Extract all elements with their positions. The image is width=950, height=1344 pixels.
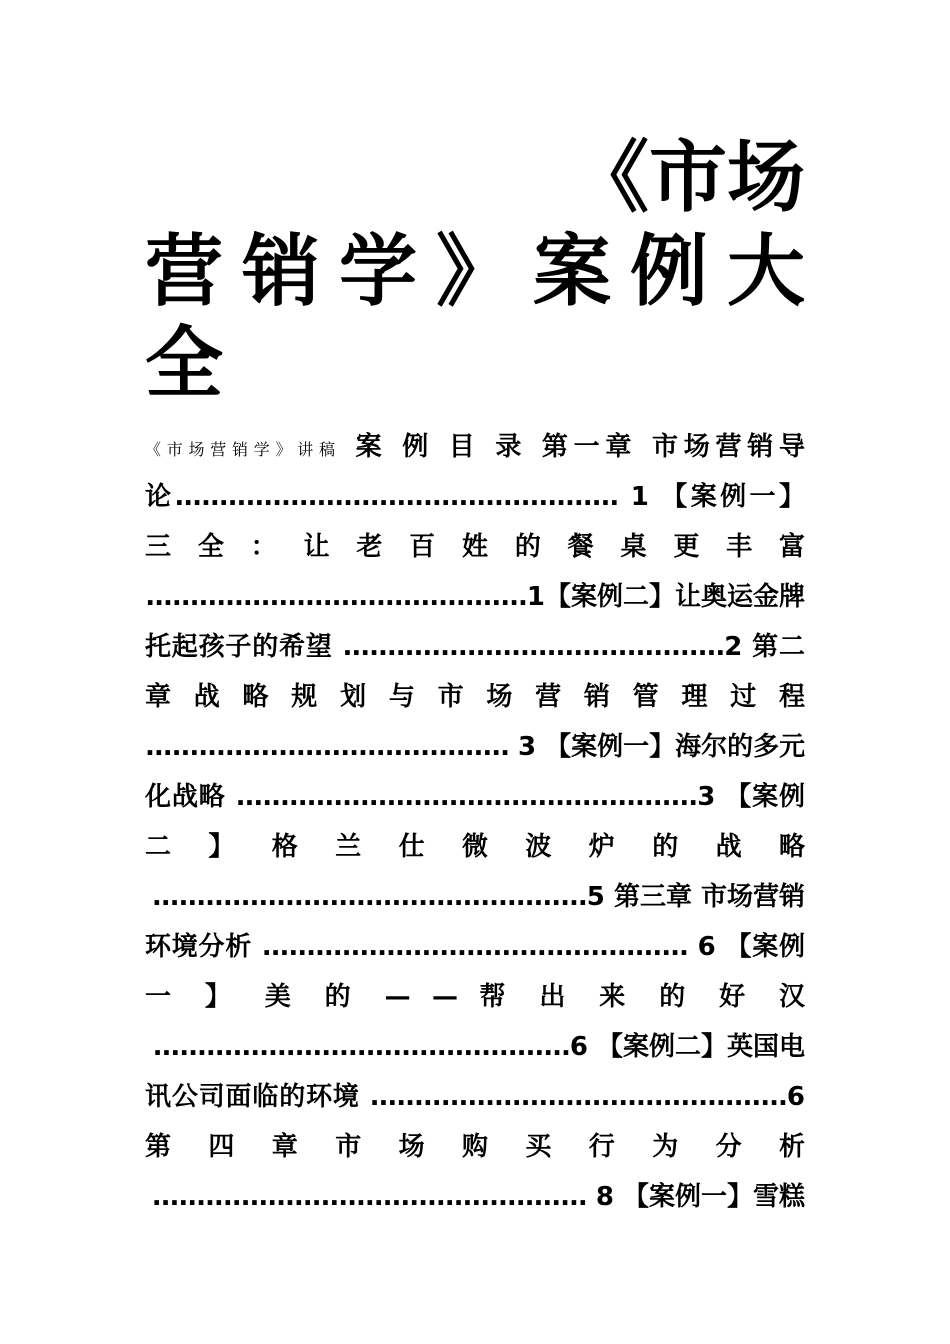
toc-entry-text: 3 【案例一】海尔的多元 [518, 732, 806, 762]
toc-entry-text: 3 【案例 [697, 782, 805, 812]
toc-entry-text: 5 第三章 市场营销 [586, 882, 805, 912]
toc-entry-text: 8 【案例一】雪糕 [595, 1182, 805, 1212]
toc-entry-text: 6 [786, 1082, 805, 1112]
document-title-line-3: 全 [145, 319, 224, 409]
toc-line-2 [145, 472, 805, 522]
toc-line-11 [145, 922, 805, 972]
toc-entry-text: 论 [145, 482, 175, 512]
toc-entry-text: 6 【案例二】英国电 [569, 1032, 805, 1062]
toc-leader-dots: ........................................... [145, 582, 527, 612]
toc-line-3: 三 全 ： 让 老 百 姓 的 餐 桌 更 丰 富 [145, 532, 805, 562]
toc-line-14 [145, 1072, 805, 1122]
toc-line-15: 第 四 章 市 场 购 买 行 为 分 析 [145, 1132, 805, 1162]
toc-line-8 [145, 772, 805, 822]
toc-entry-text: 6 【案例 [697, 932, 805, 962]
toc-line-13 [145, 1022, 805, 1072]
toc-entry-text: 1【案例二】让奥运金牌 [526, 582, 805, 612]
toc-entry-text: 托起孩子的希望 [145, 632, 333, 662]
toc-leader-dots: ......................................... [145, 732, 509, 762]
toc-line-6: 章 战 略 规 划 与 市 场 营 销 管 理 过 程 [145, 682, 805, 712]
toc-leader-dots: ............................................... [369, 1082, 787, 1112]
toc-entry-text: 环境分析 [145, 932, 252, 962]
toc-leader-dots: .................................................. [174, 482, 619, 512]
toc-entry-text: 2 第二 [724, 632, 805, 662]
toc-line-7 [145, 722, 805, 772]
toc-entry-text: 讯公司面临的环境 [145, 1082, 360, 1112]
toc-header-small: 《市场营销学》讲稿 [145, 440, 341, 459]
document-title-line-1: 《市场 [570, 133, 805, 223]
toc-leader-dots: ................................................ [261, 932, 688, 962]
toc-line-1-text: 案 例 目 录 第一章 市场营销导 [355, 432, 805, 462]
toc-line-1 [145, 422, 805, 472]
toc-leader-dots: .................................................... [235, 782, 698, 812]
toc-line-10 [145, 872, 805, 922]
toc-leader-dots: ................................................. [151, 882, 587, 912]
toc-line-5 [145, 622, 805, 672]
toc-leader-dots: ............................................... [152, 1032, 570, 1062]
toc-line-9: 二 】 格 兰 仕 微 波 炉 的 战 略 [145, 832, 805, 862]
toc-line-16 [145, 1172, 805, 1222]
document-title-line-2: 营销学》案例大 [145, 227, 805, 317]
toc-leader-dots: ................................................. [151, 1182, 587, 1212]
toc-leader-dots: ........................................... [342, 632, 725, 662]
toc-entry-text: 化战略 [145, 782, 226, 812]
toc-line-12: 一 】 美 的 — — 帮 出 来 的 好 汉 [145, 982, 805, 1012]
toc-entry-text: 1 【案例一】 [630, 482, 805, 512]
toc-line-4 [145, 572, 805, 622]
